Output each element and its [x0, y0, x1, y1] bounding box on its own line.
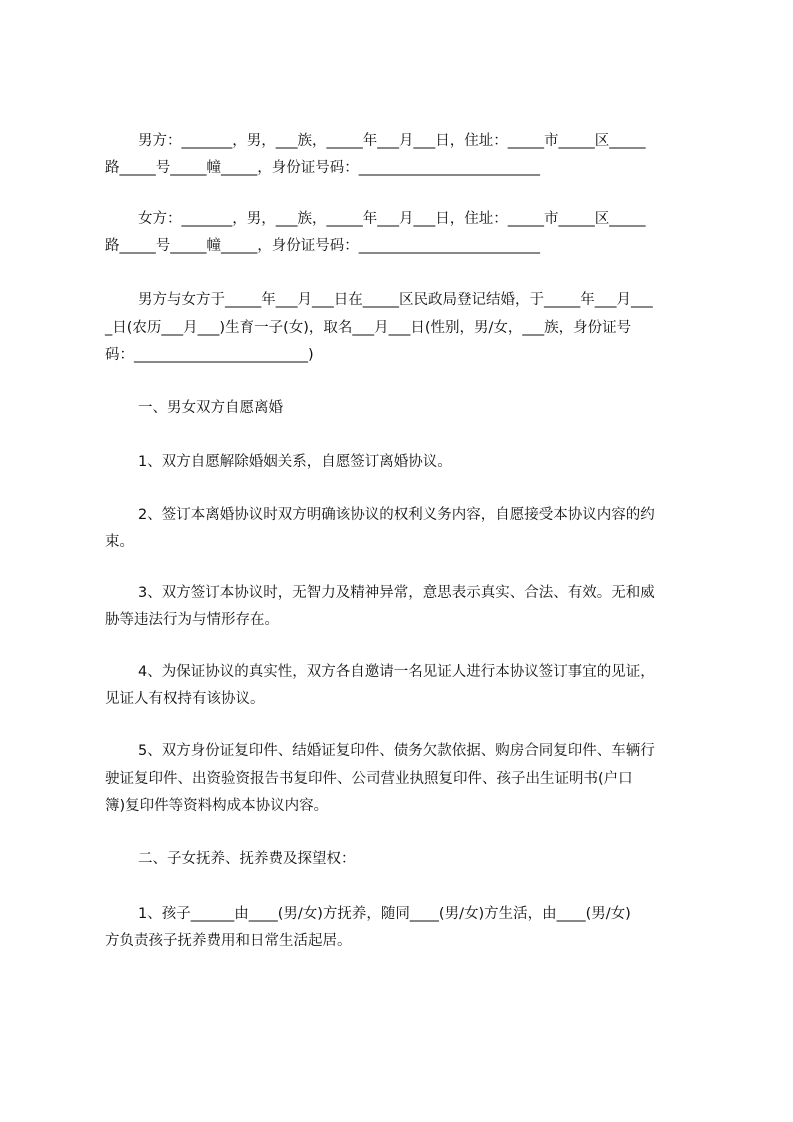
husband-info-line-2: 路_____号_____幢_____，身份证号码：_________________________	[105, 160, 540, 176]
clause-1-4-line-1: 4、为保证协议的真实性，双方各自邀请一名见证人进行本协议签订事宜的见证，	[138, 664, 655, 680]
marriage-info-line-1: 男方与女方于_____年___月___日在_____区民政局登记结婚，于_____年___月___	[138, 292, 653, 308]
husband-info-line-1: 男方：_______，男，___族，_____年___月___日，住址：_____市_____区_____	[138, 133, 646, 149]
clause-1-5-line-3: 簿)复印件等资料构成本协议内容。	[105, 798, 329, 814]
clause-2-1-line-1: 1、孩子______由____(男/女)方抚养，随同____(男/女)方生活，由____(男/女)	[138, 906, 631, 922]
wife-info-line-1: 女方：_______，男，___族，_____年___月___日，住址：_____市_____区_____	[138, 211, 646, 227]
clause-1-5-line-1: 5、双方身份证复印件、结婚证复印件、债务欠款依据、购房合同复印件、车辆行	[138, 743, 655, 759]
clause-1-3-line-1: 3、双方签订本协议时，无智力及精神异常，意思表示真实、合法、有效。无和威	[138, 585, 655, 601]
marriage-info-line-2: _日(农历___月___)生育一子(女)，取名___月___日(性别，男/女，___族，身份证号	[105, 320, 632, 336]
clause-1-2-line-2: 束。	[105, 534, 134, 550]
wife-info-line-2: 路_____号_____幢_____，身份证号码：_________________________	[105, 238, 540, 254]
clause-1-2-line-1: 2、签订本离婚协议时双方明确该协议的权利义务内容，自愿接受本协议内容的约	[138, 507, 655, 523]
section-heading-2: 二、子女抚养、抚养费及探望权：	[138, 851, 356, 867]
clause-2-1-line-2: 方负责孩子抚养费用和日常生活起居。	[105, 933, 352, 949]
clause-1-4-line-2: 见证人有权持有该协议。	[105, 691, 265, 707]
section-heading-1: 一、男女双方自愿离婚	[138, 400, 283, 416]
marriage-info-line-3: 码：________________________)	[105, 347, 314, 363]
clause-1-3-line-2: 胁等违法行为与情形存在。	[105, 612, 279, 628]
clause-1-1: 1、双方自愿解除婚姻关系，自愿签订离婚协议。	[138, 454, 452, 470]
clause-1-5-line-2: 驶证复印件、出资验资报告书复印件、公司营业执照复印件、孩子出生证明书(户口	[105, 771, 633, 787]
